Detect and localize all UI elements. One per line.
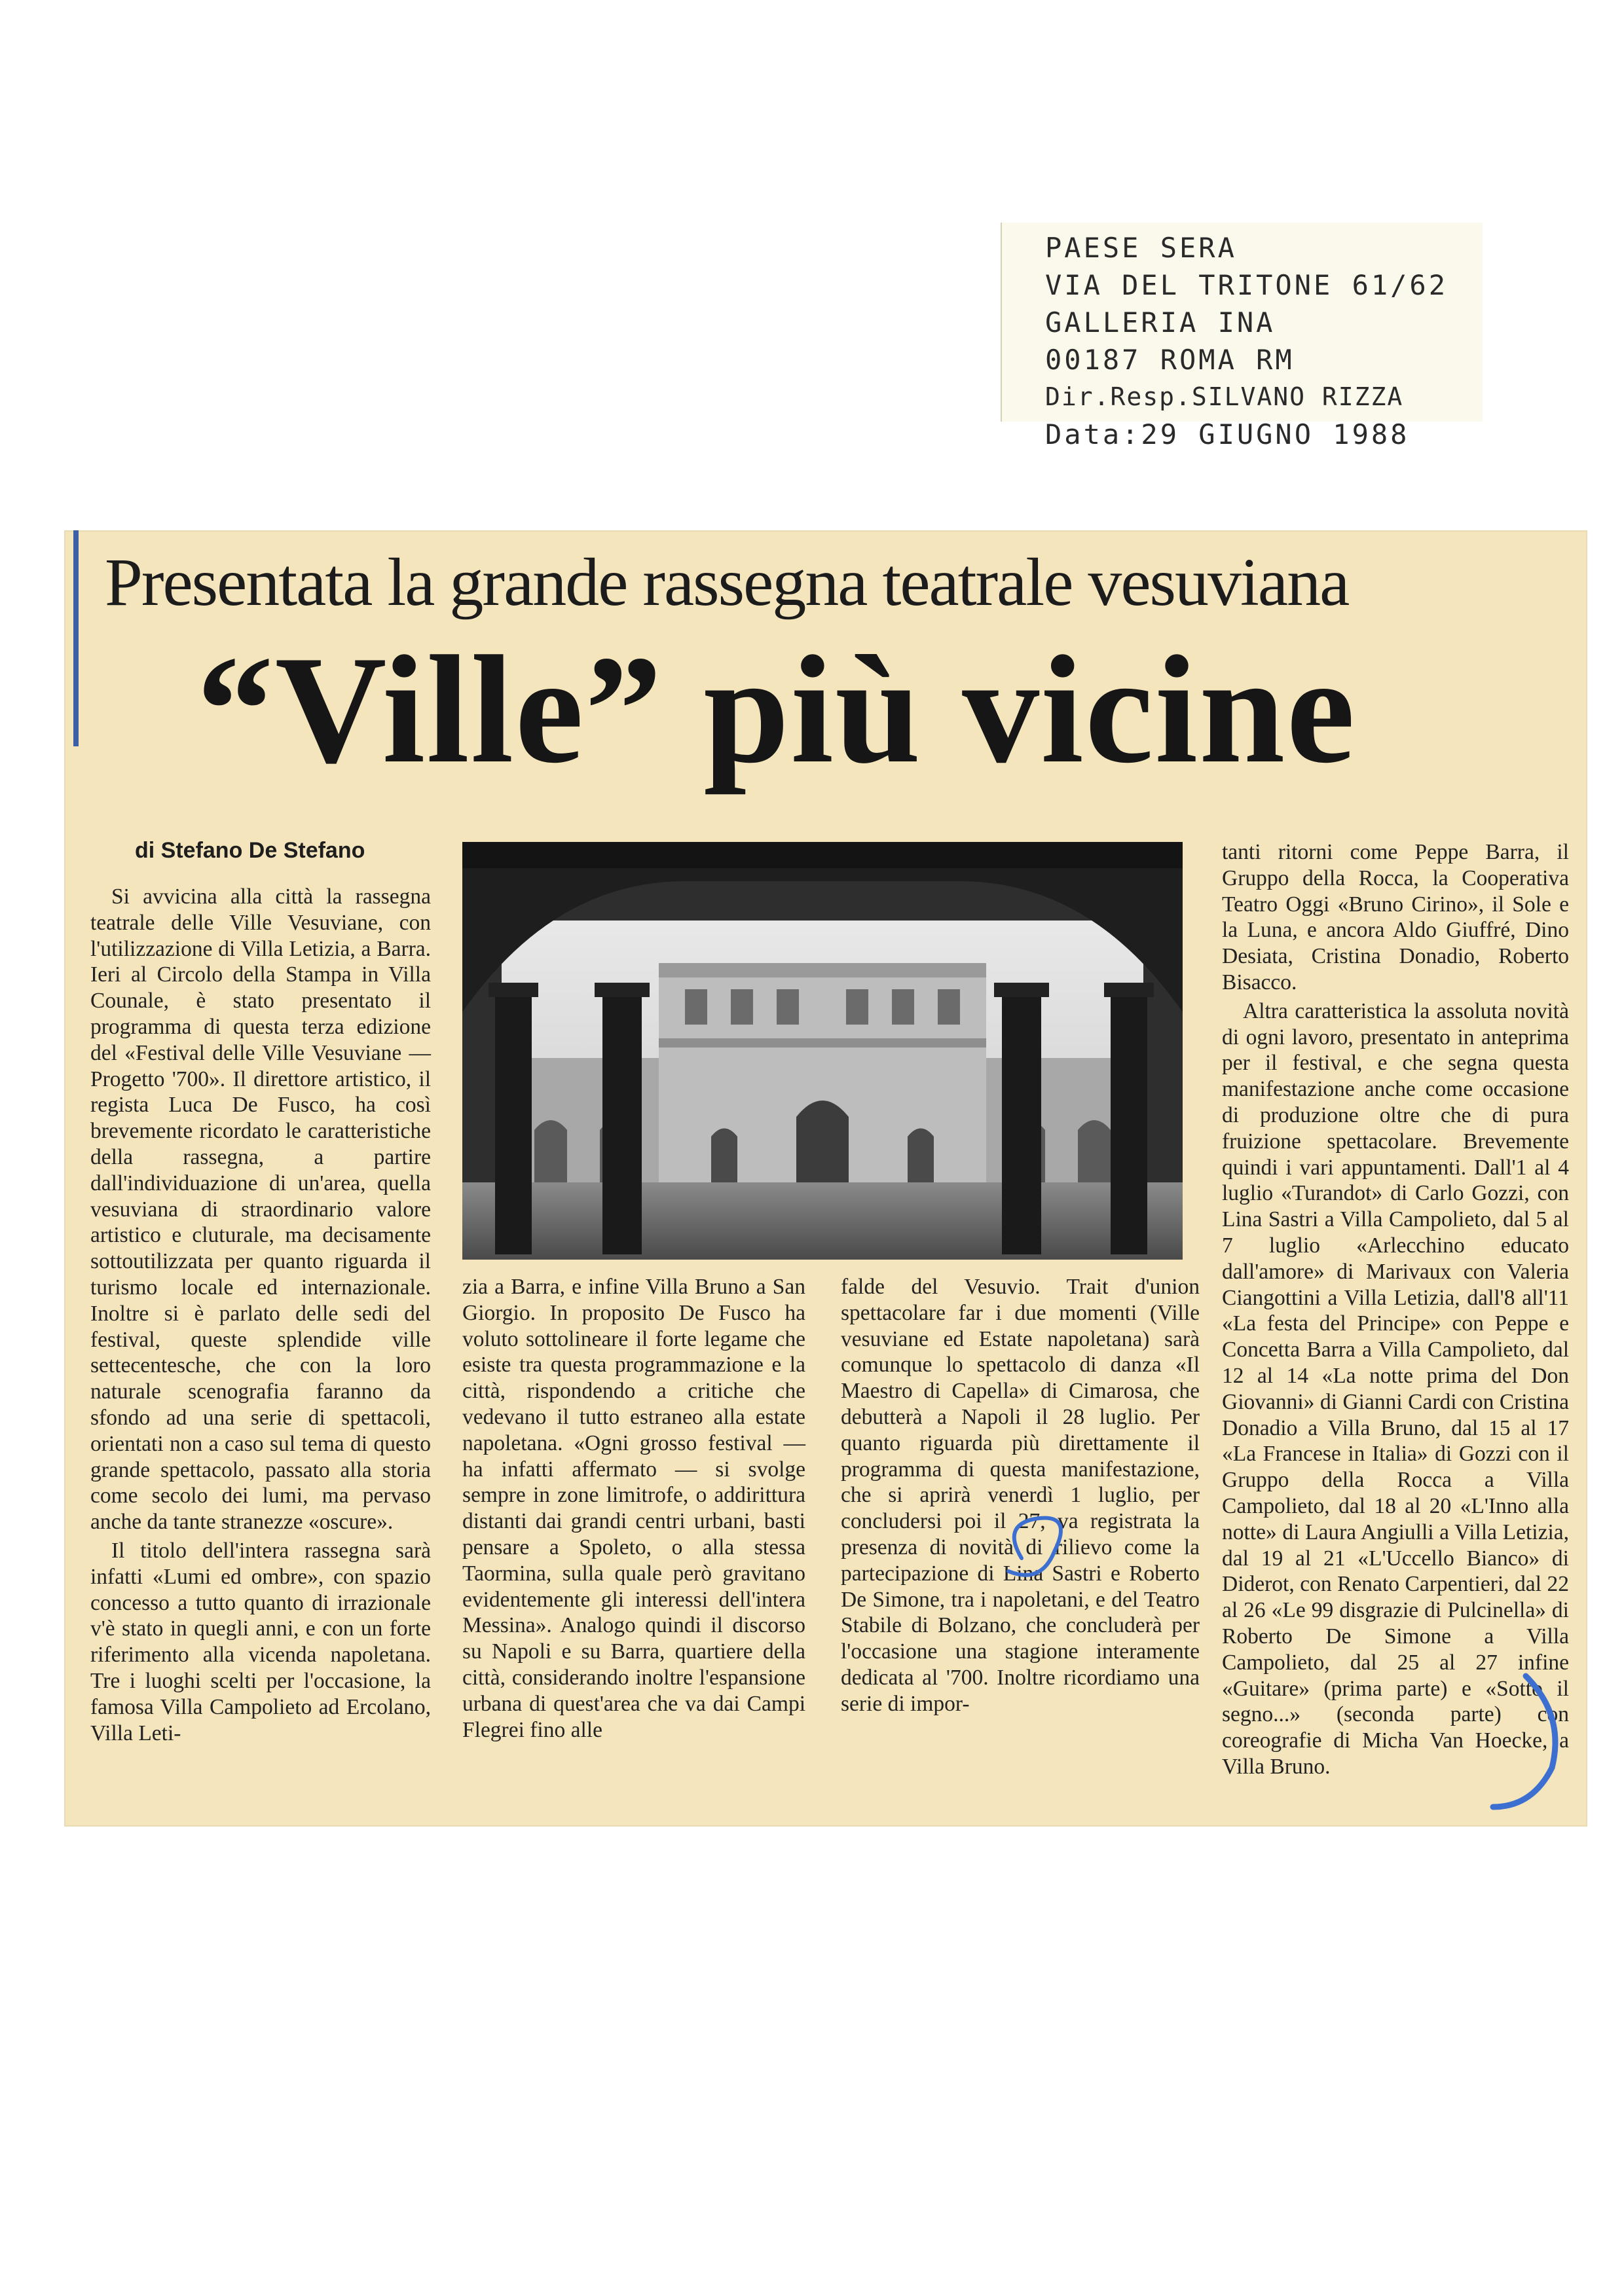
paragraph: Il titolo dell'intera rassegna sarà infatti «Lumi ed ombre», con spazio concesso a tutto quanto di irrazionale v'è stato in quegli anni, e con un forte riferimento alla vicenda napoletana. Tre i luoghi scelti per l'occasione, la famosa Villa Campolieto ad Ercolano, Villa Leti-	[90, 1538, 431, 1745]
stamp-building: GALLERIA INA	[1045, 306, 1276, 338]
article-kicker: Presentata la grande rassegna teatrale vesuviana	[105, 545, 1349, 620]
paragraph: zia a Barra, e infine Villa Bruno a San Giorgio. In proposito De Fusco ha voluto sottolineare il forte legame che esiste tra questa programmazione e la città, rispondendo a critiche che vedevano il tutto estraneo alla estate napoletana. «Ogni grosso festival — ha infatti affermato — si svolge sempre in zone limitrofe, o addirittura distanti dai grandi centri urbani, basti pensare a Spoleto, o alla stessa Taormina, sulla quale però gravitano evidentemente gli interessi dell'intera Messina». Analogo quindi il discorso su Napoli e su Barra, quartiere della città, considerando inoltre l'espansione urbana di quest'area che va dai Campi Flegrei fino alle	[462, 1275, 805, 1742]
paragraph: falde del Vesuvio. Trait d'union spettacolare far i due momenti (Ville vesuviane ed Estate napoletana) sarà comunque lo spettacolo di danza «Il Maestro di Capella» di Cimarosa, che debutterà a Napoli il 28 luglio. Per quanto riguarda più direttamente il programma di questa manifestazione, che si aprirà venerdì 1 luglio, per concludersi poi il 27, va registrata la presenza di novità di rilievo come la partecipazione di Lina Sastri e Roberto De Simone, tra i napoletani, e del Teatro Stabile di Bolzano, che concluderà per l'occasione una stagione interamente dedicata al '700. Inoltre ricordiamo una serie di impor-	[841, 1275, 1200, 1716]
article-column-4	[1222, 839, 1569, 1780]
stamp-city: 00187 ROMA RM	[1045, 344, 1295, 376]
clipping-blue-edge	[73, 530, 79, 746]
stamp-street: VIA DEL TRITONE 61/62	[1045, 269, 1449, 301]
article-column-1	[90, 884, 431, 1746]
villa-courtyard-photo	[462, 842, 1183, 1260]
article-column-3	[841, 1274, 1200, 1717]
press-stamp	[1001, 223, 1483, 450]
article-headline: “Ville” più vicine	[196, 625, 1357, 795]
stamp-director: Dir.Resp.SILVANO RIZZA	[1045, 382, 1404, 411]
stamp-newspaper: PAESE SERA	[1045, 232, 1237, 264]
article-byline: di Stefano De Stefano	[135, 838, 365, 863]
article-column-2	[462, 1274, 805, 1743]
photo-illustration	[462, 842, 1183, 1260]
paragraph: Altra caratteristica la assoluta novità di ogni lavoro, presentato in anteprima per il festival, e che segna questa manifestazione anche come occasione di produzione oltre che di pura fruizione spettacolare. Brevemente quindi i vari appuntamenti. Dall'1 al 4 luglio «Turandot» di Carlo Gozzi, con Lina Sastri a Villa Campolieto, dal 5 al 7 luglio «Arlecchino educato dall'amore» di Marivaux con Valeria Ciangottini a Villa Letizia, dall'8 all'11 «La festa del Principe» con Peppe e Concetta Barra a Villa Campolieto, dal 12 al 14 «La notte prima del Don Giovanni» di Gianni Cardi con Cristina Donadio a Villa Bruno, dal 15 al 17 «La Francese in Italia» di Gozzi con il Gruppo della Rocca a Villa Campolieto, dal 18 al 20 «L'Inno alla notte» di Laura Angiulli a Villa Letizia, dal 19 al 21 «L'Uccello Bianco» di Diderot, con Renato Carpentieri, dal 22 al 26 «Le 99 disgrazie di Pulcinella» di Roberto De Simone a Villa Campolieto, dal 25 al 27 infine «Guitare» (prima parte) e «Sotto il segno...» (seconda parte) con coreografie di Micha Van Hoecke, a Villa Bruno.	[1222, 998, 1569, 1779]
paragraph: Si avvicina alla città la rassegna teatrale delle Ville Vesuviane, con l'utilizzazione di Villa Letizia, a Barra. Ieri al Circolo della Stampa in Villa Counale, è stato presentato il programma di questa terza edizione del «Festival delle Ville Vesuviane — Progetto '700». Il direttore artistico, il regista Luca De Fusco, ha così brevemente ricordato le caratteristiche della rassegna, a partire dall'individuazione di un'area, quella vesuviana di straordinario valore artistico e cluturale, ma decisamente sottoutilizzata per quanto riguarda il turismo locale ed internazionale. Inoltre si è parlato delle sedi del festival, queste splendide ville settecentesche, che con la loro naturale scenografia faranno da sfondo ad una serie di spettacoli, orientati non a caso sul tema di questo grande spettacolo, passato alla storia come secolo dei lumi, ma pervaso anche da tante stranezze «oscure».	[90, 884, 431, 1535]
paragraph: tanti ritorni come Peppe Barra, il Gruppo della Rocca, la Cooperativa Teatro Oggi «Bruno Cirino», il Sole e la Luna, e ancora Aldo Giuffré, Dino Desiata, Cristina Donadio, Roberto Bisacco.	[1222, 840, 1569, 994]
stamp-date: Data:29 GIUGNO 1988	[1045, 418, 1410, 450]
